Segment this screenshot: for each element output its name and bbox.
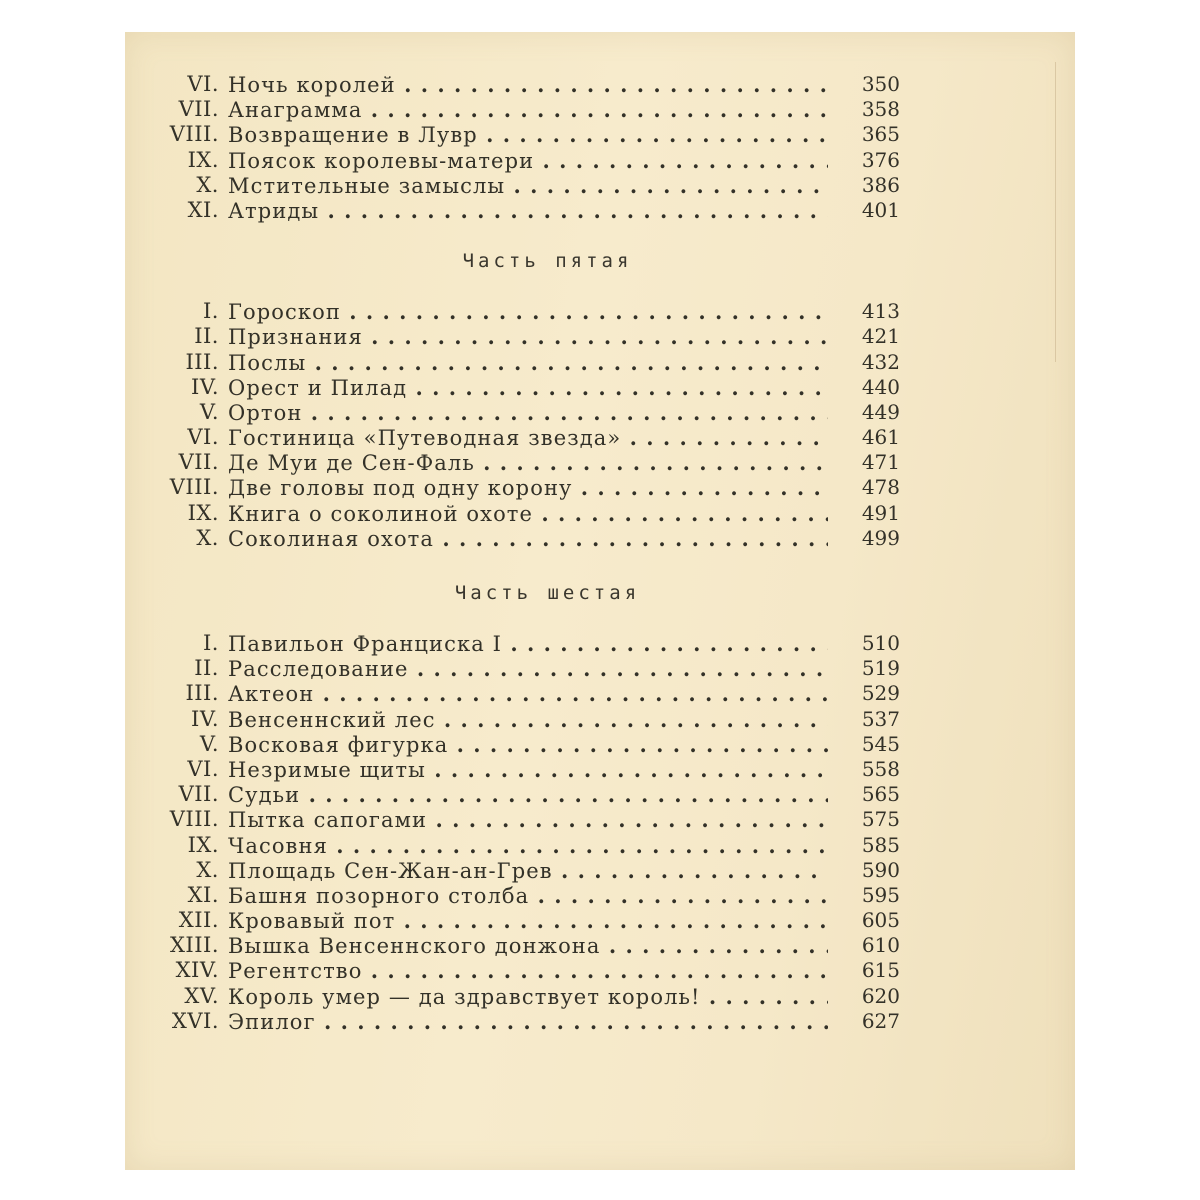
chapter-title-leader [228, 148, 828, 174]
chapter-title-leader [228, 681, 828, 707]
chapter-title: Вышка Венсеннского донжона [228, 934, 601, 959]
chapter-number: VI. [187, 72, 219, 96]
chapter-title: Ночь королей [228, 73, 396, 97]
toc-entry [155, 526, 900, 551]
part-six-heading: Часть шестая [454, 582, 641, 604]
chapter-title: Пытка сапогами [228, 808, 428, 833]
chapter-title-leader [228, 933, 828, 959]
chapter-number: V. [199, 399, 219, 424]
table-of-contents [155, 72, 900, 1034]
chapter-number: XI. [187, 197, 219, 222]
chapter-title-leader [228, 501, 828, 527]
toc-entry [155, 732, 900, 757]
page-number: 421 [861, 324, 900, 349]
chapter-title-leader [228, 782, 828, 808]
chapter-number: XI. [187, 882, 219, 907]
toc-entry [155, 350, 900, 375]
chapter-title: Послы [228, 350, 307, 375]
chapter-title: Возвращение в Лувр [228, 123, 478, 148]
chapter-number: VIII. [169, 475, 219, 500]
chapter-number: IV. [191, 706, 219, 731]
chapter-title-leader [228, 958, 828, 984]
chapter-title: Гостиница «Путеводная звезда» [228, 426, 622, 451]
chapter-title: Анаграмма [228, 98, 363, 123]
toc-entry [155, 501, 900, 526]
chapter-title-leader [228, 299, 828, 325]
toc-entry [155, 958, 900, 983]
toc-section-continued [155, 72, 900, 223]
chapter-title: Судьи [228, 783, 301, 808]
chapter-title-leader [228, 732, 828, 758]
chapter-title: Башня позорного столба [228, 883, 530, 908]
toc-entry [155, 656, 900, 681]
chapter-title-leader [228, 324, 828, 350]
toc-section-part-six [155, 631, 900, 1034]
toc-entry [155, 933, 900, 958]
page-number: 585 [861, 832, 900, 857]
page-number: 510 [861, 631, 900, 655]
chapter-number: VI. [187, 425, 219, 450]
chapter-title: Две головы под одну корону [228, 476, 573, 501]
toc-section-part-five [155, 299, 900, 551]
toc-entry [155, 833, 900, 858]
chapter-title: Атриды [228, 198, 320, 223]
page-number: 471 [861, 450, 900, 475]
chapter-number: X. [196, 172, 219, 197]
toc-entry [155, 97, 900, 122]
page-number: 529 [861, 681, 900, 706]
chapter-title: Площадь Сен-Жан-ан-Грев [228, 858, 553, 883]
chapter-title-leader [228, 173, 828, 199]
chapter-number: III. [185, 681, 219, 706]
toc-entry [155, 757, 900, 782]
chapter-number: XII. [178, 908, 219, 933]
toc-entry [155, 858, 900, 883]
page-number: 519 [861, 656, 900, 681]
chapter-title-leader [228, 883, 828, 909]
page-number: 590 [861, 857, 900, 882]
chapter-number: VII. [178, 97, 219, 122]
chapter-title: Де Муи де Сен-Фаль [228, 451, 475, 476]
chapter-number: II. [194, 324, 219, 349]
chapter-number: III. [185, 349, 219, 374]
chapter-title: Венсеннский лес [228, 707, 436, 732]
page-number: 461 [861, 425, 900, 450]
chapter-title: Эпилог [228, 1009, 316, 1034]
chapter-number: V. [199, 731, 219, 756]
chapter-number: XIV. [175, 958, 219, 983]
chapter-number: XV. [184, 983, 219, 1008]
page-number: 565 [861, 782, 900, 807]
toc-entry [155, 631, 900, 656]
chapter-number: IX. [187, 500, 219, 525]
chapter-title-leader [228, 450, 828, 476]
toc-entry [155, 173, 900, 198]
chapter-number: X. [196, 525, 219, 550]
chapter-title-leader [228, 425, 828, 451]
page-number: 449 [861, 399, 900, 424]
page-number: 413 [861, 299, 900, 324]
page-number: 627 [861, 1008, 900, 1033]
page-number: 376 [861, 147, 900, 172]
page-number: 537 [861, 706, 900, 731]
chapter-title-leader [228, 375, 828, 401]
part-five-heading: Часть пятая [462, 250, 633, 273]
chapter-title: Король умер — да здравствует король! [228, 984, 701, 1009]
toc-entry [155, 425, 900, 450]
chapter-number: IV. [191, 374, 219, 399]
chapter-title: Незримые щиты [228, 757, 426, 782]
toc-entry [155, 198, 900, 223]
chapter-title-leader [228, 656, 828, 682]
chapter-title: Часовня [228, 833, 328, 858]
chapter-title: Кровавый пот [228, 909, 396, 934]
chapter-number: X. [196, 857, 219, 882]
chapter-title-leader [228, 350, 828, 376]
toc-entry [155, 681, 900, 706]
page-number: 365 [861, 122, 900, 147]
toc-entry [155, 400, 900, 425]
chapter-number: IX. [187, 147, 219, 172]
toc-entry [155, 782, 900, 807]
page-number: 350 [861, 72, 900, 96]
chapter-title-leader [228, 833, 828, 859]
chapter-number: VIII. [169, 807, 219, 832]
toc-entry [155, 475, 900, 500]
chapter-title-leader [228, 475, 828, 501]
page-number: 595 [861, 882, 900, 907]
chapter-title-leader [228, 757, 828, 783]
chapter-number: VIII. [169, 122, 219, 147]
chapter-title: Регентство [228, 959, 363, 984]
chapter-title-leader [228, 526, 828, 552]
chapter-title-leader [228, 631, 828, 657]
chapter-title: Соколиная охота [228, 526, 435, 551]
chapter-number: IX. [187, 832, 219, 857]
chapter-number: I. [203, 631, 219, 655]
toc-entry [155, 908, 900, 933]
page-number: 432 [861, 349, 900, 374]
page-number: 620 [861, 983, 900, 1008]
chapter-title-leader [228, 198, 828, 224]
chapter-number: I. [203, 299, 219, 324]
page-number: 386 [861, 172, 900, 197]
chapter-title-leader [228, 1009, 828, 1035]
toc-entry [155, 1009, 900, 1034]
chapter-title: Книга о соколиной охоте [228, 501, 534, 526]
chapter-title-leader [228, 908, 828, 934]
chapter-title: Орест и Пилад [228, 375, 408, 400]
toc-entry [155, 72, 900, 97]
chapter-number: XVI. [171, 1008, 219, 1033]
chapter-title-leader [228, 400, 828, 426]
chapter-title: Актеон [228, 682, 315, 707]
page-number: 478 [861, 475, 900, 500]
chapter-title-leader [228, 72, 828, 98]
toc-entry [155, 375, 900, 400]
chapter-title-leader [228, 807, 828, 833]
chapter-title-leader [228, 122, 828, 148]
toc-entry [155, 707, 900, 732]
chapter-title: Восковая фигурка [228, 732, 449, 757]
chapter-title-leader [228, 707, 828, 733]
toc-entry [155, 122, 900, 147]
chapter-title: Поясок королевы-матери [228, 148, 535, 173]
toc-entry [155, 148, 900, 173]
page-number: 605 [861, 908, 900, 933]
chapter-title: Расследование [228, 657, 409, 682]
chapter-title: Ортон [228, 400, 303, 425]
toc-entry [155, 450, 900, 475]
chapter-title: Мстительные замыслы [228, 173, 506, 198]
chapter-title: Павильон Франциска I [228, 632, 503, 656]
page-number: 610 [861, 933, 900, 958]
page-number: 499 [861, 525, 900, 550]
page-number: 558 [861, 756, 900, 781]
toc-entry [155, 883, 900, 908]
toc-entry [155, 324, 900, 349]
chapter-title-leader [228, 97, 828, 123]
chapter-number: II. [194, 656, 219, 681]
chapter-number: XIII. [169, 933, 219, 958]
chapter-number: VII. [178, 450, 219, 475]
page-number: 545 [861, 731, 900, 756]
page-fold-line [1055, 62, 1056, 362]
toc-entry [155, 299, 900, 324]
chapter-number: VI. [187, 756, 219, 781]
chapter-title: Признания [228, 325, 363, 350]
chapter-title-leader [228, 984, 828, 1010]
chapter-number: VII. [178, 782, 219, 807]
page-number: 615 [861, 958, 900, 983]
page-number: 401 [861, 197, 900, 222]
chapter-title-leader [228, 858, 828, 884]
page-number: 575 [861, 807, 900, 832]
toc-entry [155, 807, 900, 832]
toc-entry [155, 984, 900, 1009]
page-number: 440 [861, 374, 900, 399]
page-number: 491 [861, 500, 900, 525]
chapter-title: Гороскоп [228, 300, 341, 325]
page-number: 358 [861, 97, 900, 122]
